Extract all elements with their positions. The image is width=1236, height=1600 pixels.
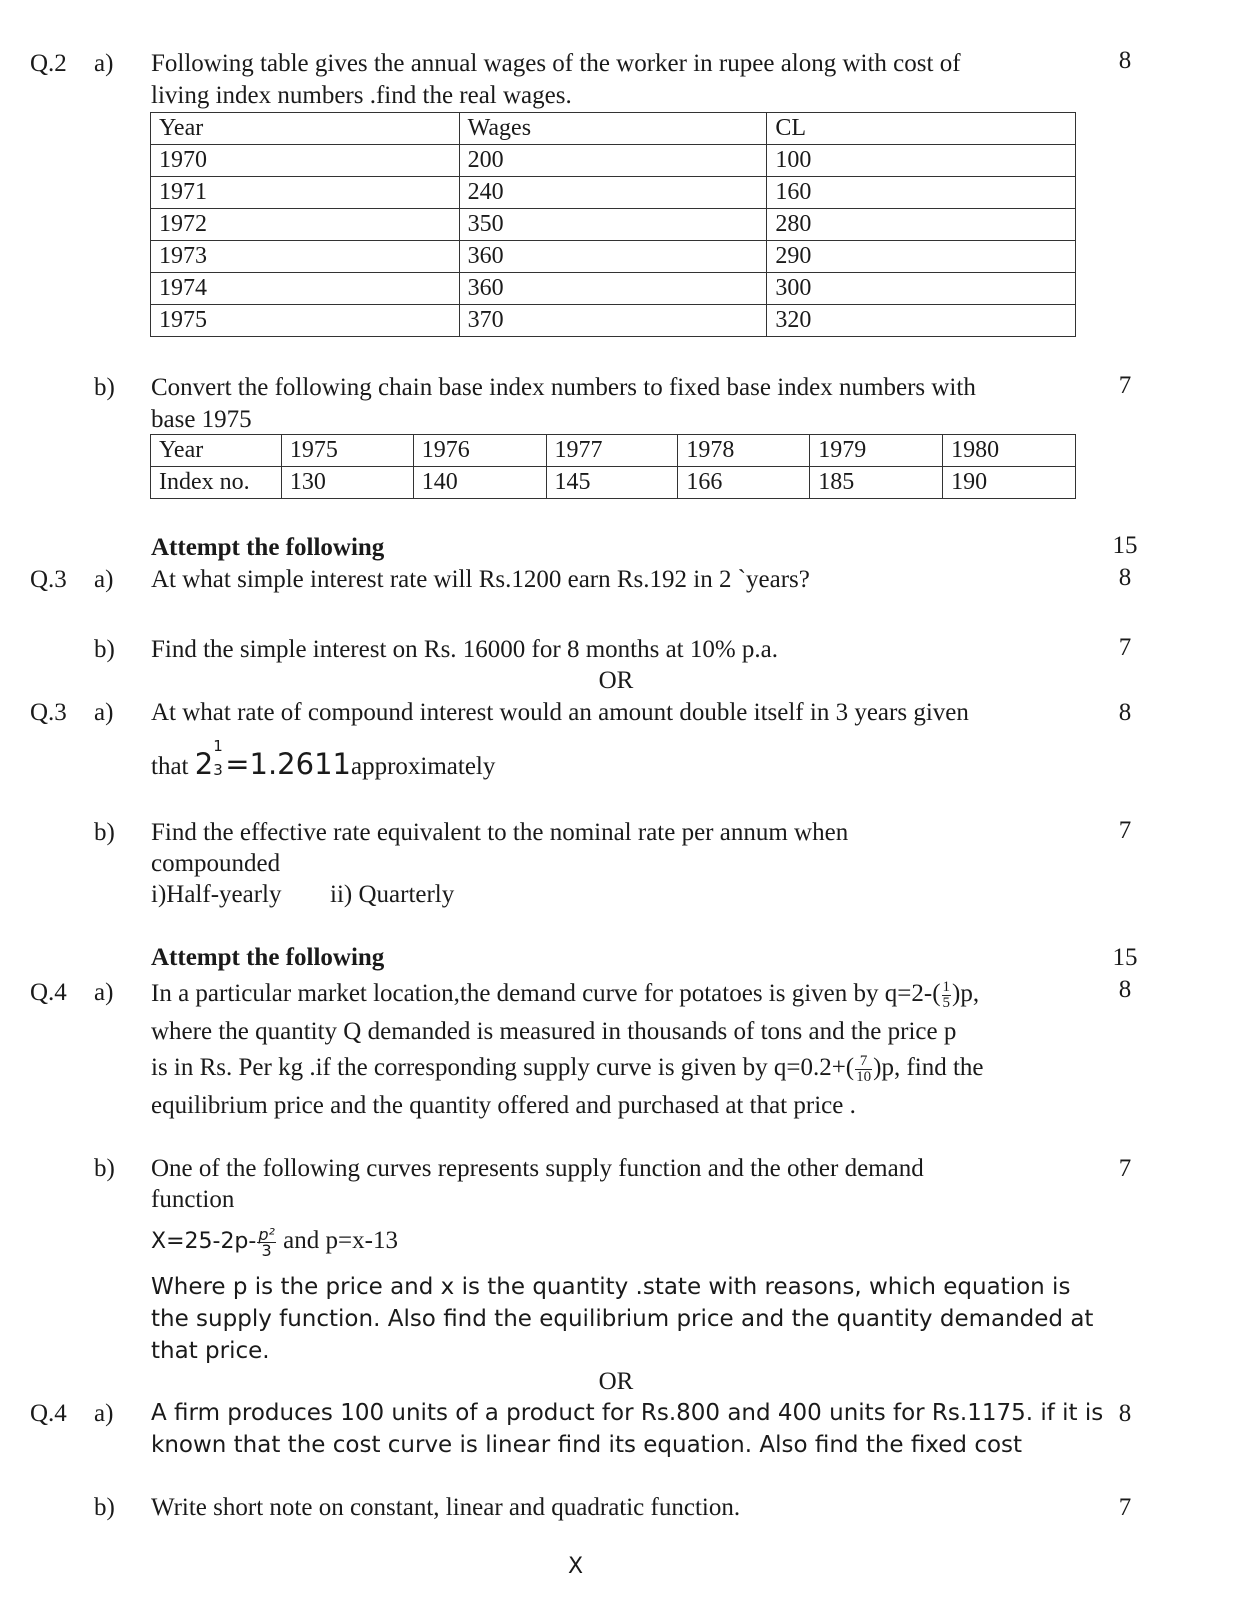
q3-alt-a-line1: At what rate of compound interest would an amount double itself in 3 years given xyxy=(151,699,969,726)
table-cell: 1975 xyxy=(281,435,413,467)
q3-alt-b-option-2: ii) Quarterly xyxy=(330,881,455,908)
end-mark: X xyxy=(568,1556,584,1576)
exponent-numerator: 1 xyxy=(213,737,223,755)
table-cell: 1978 xyxy=(678,435,810,467)
table-cell: 190 xyxy=(943,467,1076,499)
q2b-line1: Convert the following chain base index numbers to fixed base index numbers with xyxy=(151,374,976,401)
wages-table xyxy=(150,112,1076,337)
marks-q4-alt-b: 7 xyxy=(1118,1494,1132,1521)
table-cell: 360 xyxy=(459,241,767,273)
table-cell: 166 xyxy=(678,467,810,499)
marks-q4-alt-a: 8 xyxy=(1118,1400,1132,1427)
q2a-line1: Following table gives the annual wages of the worker in rupee along with cost of xyxy=(151,50,961,77)
marks-q3a: 8 xyxy=(1118,564,1132,591)
table-cell: 280 xyxy=(767,209,1076,241)
part-label-q3-alt-a: a) xyxy=(94,699,114,726)
q4b-line4: Where p is the price and x is the quantity .state with reasons, which equation is xyxy=(151,1274,1071,1300)
table-cell: 100 xyxy=(767,145,1076,177)
fraction-denominator: 10 xyxy=(856,1068,872,1085)
marks-q2b: 7 xyxy=(1118,372,1132,399)
q3-alt-b-line1: Find the effective rate equivalent to the nominal rate per annum when xyxy=(151,819,849,846)
table-row xyxy=(151,209,1076,241)
q2b-line2: base 1975 xyxy=(151,406,252,433)
q4-alt-b-text: Write short note on constant, linear and quadratic function. xyxy=(151,1494,741,1521)
formula-prefix: that xyxy=(151,753,189,780)
table-cell: 145 xyxy=(546,467,678,499)
formula-suffix: approximately xyxy=(350,753,496,780)
part-label-q3b: b) xyxy=(94,636,115,663)
table-row xyxy=(151,467,1076,499)
marks-q4b: 7 xyxy=(1118,1155,1132,1182)
question-number-q2: Q.2 xyxy=(30,50,67,77)
table-header-cell: Year xyxy=(151,113,460,145)
table-cell: 1979 xyxy=(810,435,943,467)
table-row xyxy=(151,435,1076,467)
q4a-line3-text: is in Rs. Per kg .if the corresponding supply curve is given by q=0.2+( xyxy=(151,1054,855,1081)
marks-q3-alt-b: 7 xyxy=(1118,817,1132,844)
table-row xyxy=(151,241,1076,273)
q4a-line3-tail: )p, find the xyxy=(873,1054,984,1081)
table-row xyxy=(151,305,1076,337)
q3-alt-b-option-1: i)Half-yearly xyxy=(151,881,282,908)
q4-alt-a-line1: A firm produces 100 units of a product for Rs.800 and 400 units for Rs.1175. if it is xyxy=(151,1400,1104,1426)
table-cell: 1977 xyxy=(546,435,678,467)
marks-q4a: 8 xyxy=(1118,976,1132,1003)
table-cell: 185 xyxy=(810,467,943,499)
table-cell: 1971 xyxy=(151,177,460,209)
or-separator: OR xyxy=(598,667,634,694)
fraction-seven-tenths xyxy=(855,1054,872,1085)
table-cell: 300 xyxy=(767,273,1076,305)
formula-value: =1.2611 xyxy=(225,747,351,781)
exponent-denominator: 3 xyxy=(213,761,223,779)
marks-q3-alt-a: 8 xyxy=(1118,699,1132,726)
question-number-q3-alt: Q.3 xyxy=(30,699,67,726)
marks-q2a: 8 xyxy=(1118,47,1132,74)
part-label-q4b: b) xyxy=(94,1155,115,1182)
part-label-q2a: a) xyxy=(94,50,114,77)
part-label-q3a: a) xyxy=(94,566,114,593)
question-number-q3: Q.3 xyxy=(30,566,67,593)
q4-heading: Attempt the following xyxy=(151,944,385,971)
q4b-line5: the supply function. Also find the equilibrium price and the quantity demanded at xyxy=(151,1306,1094,1332)
table-cell: 1976 xyxy=(413,435,546,467)
q4a-line1-text: In a particular market location,the demand curve for potatoes is given by q=2-( xyxy=(151,980,941,1007)
fraction-denominator: 3 xyxy=(261,1240,272,1260)
table-row xyxy=(151,145,1076,177)
q4b-equation xyxy=(151,1225,398,1258)
table-cell: 160 xyxy=(767,177,1076,209)
fraction-numerator: p² xyxy=(258,1224,275,1244)
table-cell: 200 xyxy=(459,145,767,177)
fraction-numerator: 7 xyxy=(855,1054,872,1070)
q4-alt-a-line2: known that the cost curve is linear find its equation. Also find the fixed cost xyxy=(151,1432,1023,1458)
q4b-line2: function xyxy=(151,1186,235,1213)
table-cell: 1972 xyxy=(151,209,460,241)
question-number-q4: Q.4 xyxy=(30,979,67,1006)
table-cell: Index no. xyxy=(151,467,282,499)
question-number-q4-alt: Q.4 xyxy=(30,1400,67,1427)
q3a-text: At what simple interest rate will Rs.1200 earn Rs.192 in 2 `years? xyxy=(151,566,810,593)
table-header-cell: Wages xyxy=(459,113,767,145)
table-cell: 1970 xyxy=(151,145,460,177)
part-label-q4-alt-b: b) xyxy=(94,1494,115,1521)
q3-alt-b-line2: compounded xyxy=(151,850,281,877)
table-cell: 1973 xyxy=(151,241,460,273)
part-label-q3-alt-b: b) xyxy=(94,819,115,846)
q4a-line1 xyxy=(151,978,979,1011)
equation-prefix: X=25-2p- xyxy=(151,1229,257,1254)
table-cell: Year xyxy=(151,435,282,467)
q4a-line3 xyxy=(151,1052,984,1085)
table-cell: 130 xyxy=(281,467,413,499)
q3-heading: Attempt the following xyxy=(151,534,385,561)
or-separator-2: OR xyxy=(598,1368,634,1395)
formula-base: 2 xyxy=(194,747,214,781)
q2a-line2: living index numbers .find the real wages. xyxy=(151,82,572,109)
formula-exponent xyxy=(213,737,225,779)
table-cell: 360 xyxy=(459,273,767,305)
marks-q3-total: 15 xyxy=(1112,532,1138,559)
equation-suffix: and p=x-13 xyxy=(276,1227,398,1254)
table-cell: 1975 xyxy=(151,305,460,337)
index-table xyxy=(150,434,1076,499)
q4a-line2: where the quantity Q demanded is measured in thousands of tons and the price p xyxy=(151,1018,957,1045)
q4a-line4: equilibrium price and the quantity offered and purchased at that price . xyxy=(151,1092,856,1119)
q4b-line6: that price. xyxy=(151,1338,270,1364)
marks-q4-total: 15 xyxy=(1112,944,1138,971)
q4b-line1: One of the following curves represents supply function and the other demand xyxy=(151,1155,924,1182)
table-cell: 370 xyxy=(459,305,767,337)
part-label-q2b: b) xyxy=(94,374,115,401)
table-header-cell: CL xyxy=(767,113,1076,145)
q3-alt-a-formula xyxy=(151,737,496,783)
q3b-text: Find the simple interest on Rs. 16000 for 8 months at 10% p.a. xyxy=(151,636,779,663)
table-cell: 1980 xyxy=(943,435,1076,467)
part-label-q4-alt-a: a) xyxy=(94,1400,114,1427)
table-cell: 350 xyxy=(459,209,767,241)
table-row xyxy=(151,177,1076,209)
fraction-numerator: 1 xyxy=(942,978,951,995)
table-cell: 290 xyxy=(767,241,1076,273)
table-cell: 240 xyxy=(459,177,767,209)
table-cell: 320 xyxy=(767,305,1076,337)
table-cell: 1974 xyxy=(151,273,460,305)
marks-q3b: 7 xyxy=(1118,634,1132,661)
fraction-denominator: 5 xyxy=(942,994,951,1011)
q4a-line1-tail: )p, xyxy=(952,980,980,1007)
table-header-row xyxy=(151,113,1076,145)
part-label-q4a: a) xyxy=(94,979,114,1006)
fraction-p-squared-over-3 xyxy=(257,1224,276,1260)
fraction-one-fifth xyxy=(942,980,952,1011)
table-cell: 140 xyxy=(413,467,546,499)
table-row xyxy=(151,273,1076,305)
